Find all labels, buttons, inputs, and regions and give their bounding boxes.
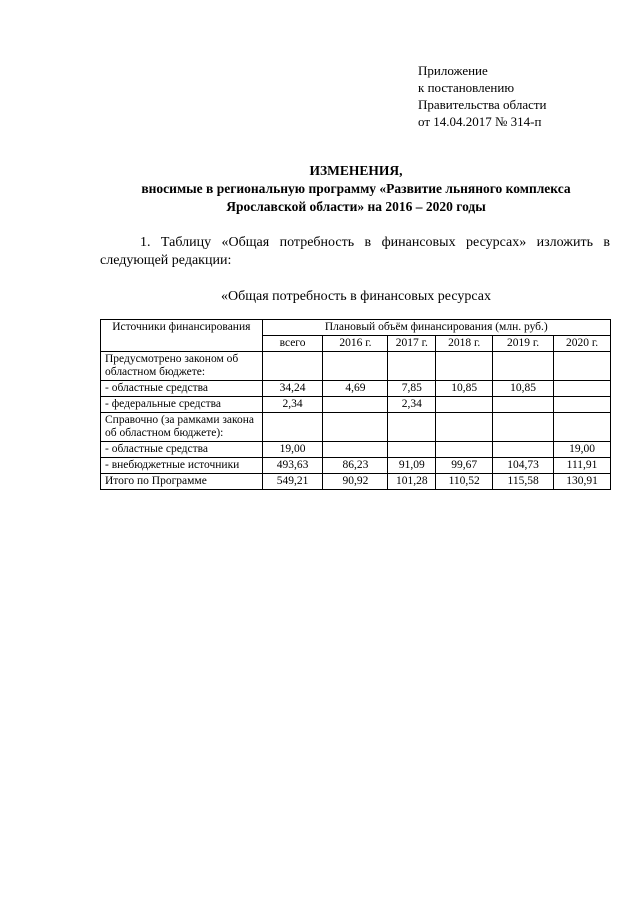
row-label: Итого по Программе: [101, 474, 263, 490]
document-title: [100, 162, 612, 216]
cell-total: 549,21: [262, 474, 323, 490]
table-row: [101, 458, 611, 474]
cell-2017: [388, 413, 436, 442]
cell-2019: [493, 397, 554, 413]
cell-2016: [323, 397, 388, 413]
cell-2019: 104,73: [493, 458, 554, 474]
header-col-2019: 2019 г.: [493, 336, 554, 352]
cell-2020: [554, 352, 611, 381]
cell-total: 34,24: [262, 381, 323, 397]
row-label: - областные средства: [101, 381, 263, 397]
cell-2016: 4,69: [323, 381, 388, 397]
cell-2016: 90,92: [323, 474, 388, 490]
annex-block: [418, 62, 547, 130]
title-line-3: Ярославской области» на 2016 – 2020 годы: [226, 199, 486, 214]
cell-2018: [436, 397, 493, 413]
cell-2020: 130,91: [554, 474, 611, 490]
cell-total: 493,63: [262, 458, 323, 474]
header-plan: Плановый объём финансирования (млн. руб.): [262, 320, 610, 336]
cell-2016: [323, 413, 388, 442]
annex-line-4: от 14.04.2017 № 314-п: [418, 114, 542, 129]
row-label: - федеральные средства: [101, 397, 263, 413]
header-col-2016: 2016 г.: [323, 336, 388, 352]
cell-total: 19,00: [262, 442, 323, 458]
cell-2018: [436, 352, 493, 381]
cell-2017: [388, 352, 436, 381]
financing-table: [100, 319, 611, 490]
annex-line-2: к постановлению: [418, 80, 515, 95]
body-paragraph: [100, 234, 610, 270]
cell-2018: 110,52: [436, 474, 493, 490]
header-col-2017: 2017 г.: [388, 336, 436, 352]
cell-2017: 7,85: [388, 381, 436, 397]
cell-2016: 86,23: [323, 458, 388, 474]
cell-2017: [388, 442, 436, 458]
cell-2020: [554, 381, 611, 397]
table-row: [101, 474, 611, 490]
row-label: - внебюджетные источники: [101, 458, 263, 474]
row-label: Предусмотрено законом об областном бюджете:: [101, 352, 263, 381]
row-label: Справочно (за рамками закона об областном бюджете):: [101, 413, 263, 442]
title-line-2: вносимые в региональную программу «Развитие льняного комплекса: [141, 181, 571, 196]
paragraph-line-1: 1. Таблицу «Общая потребность в финансовых ресурсах» изложить в: [140, 235, 610, 250]
cell-2018: [436, 413, 493, 442]
table-row: [101, 397, 611, 413]
cell-2019: [493, 352, 554, 381]
header-col-total: всего: [262, 336, 323, 352]
cell-2016: [323, 352, 388, 381]
cell-2019: [493, 413, 554, 442]
row-label: - областные средства: [101, 442, 263, 458]
paragraph-line-2: следующей редакции:: [100, 253, 232, 268]
annex-line-1: Приложение: [418, 63, 488, 78]
cell-total: 2,34: [262, 397, 323, 413]
cell-2019: 115,58: [493, 474, 554, 490]
table-row: [101, 413, 611, 442]
cell-total: [262, 352, 323, 381]
header-col-2020: 2020 г.: [554, 336, 611, 352]
cell-2019: [493, 442, 554, 458]
cell-2017: 91,09: [388, 458, 436, 474]
cell-2016: [323, 442, 388, 458]
annex-line-3: Правительства области: [418, 97, 547, 112]
cell-2020: [554, 413, 611, 442]
cell-2017: 101,28: [388, 474, 436, 490]
header-col-2018: 2018 г.: [436, 336, 493, 352]
cell-2020: [554, 397, 611, 413]
cell-2019: 10,85: [493, 381, 554, 397]
table-row: [101, 442, 611, 458]
cell-2018: 99,67: [436, 458, 493, 474]
header-source: Источники финансирования: [101, 320, 263, 352]
table-row: [101, 352, 611, 381]
cell-2020: 19,00: [554, 442, 611, 458]
cell-2020: 111,91: [554, 458, 611, 474]
table-row: [101, 381, 611, 397]
table-caption: «Общая потребность в финансовых ресурсах: [221, 289, 491, 304]
cell-total: [262, 413, 323, 442]
title-line-1: ИЗМЕНЕНИЯ,: [309, 163, 403, 178]
cell-2017: 2,34: [388, 397, 436, 413]
cell-2018: 10,85: [436, 381, 493, 397]
cell-2018: [436, 442, 493, 458]
